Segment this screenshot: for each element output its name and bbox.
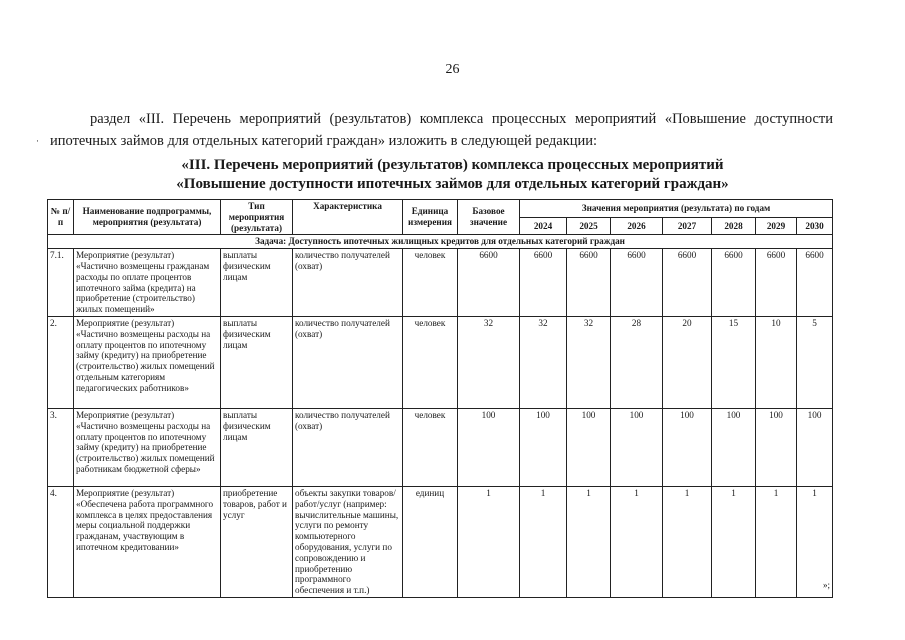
activities-table (47, 199, 833, 598)
intro-paragraph: раздел «III. Перечень мероприятий (результатов) комплекса процессных мероприятий «Повышение доступности ипотечных займов для отдельных категорий граждан» изложить в следующей редакции: (50, 111, 833, 149)
row-value: 100 (756, 408, 797, 486)
section-title (0, 156, 905, 194)
row-value: 32 (567, 316, 611, 408)
row-value: 1 (663, 486, 712, 597)
row-value: 1 (611, 486, 663, 597)
row-value: 1 (797, 486, 833, 597)
row-name: Мероприятие (результат) «Частично возмещены расходы на оплату процентов по ипотечному займу (кредиту) на приобретение (строительство) жилых помещений отдельным категориям педагогических работников» (74, 316, 221, 408)
section-title-line-2: «Повышение доступности ипотечных займов для отдельных категорий граждан» (176, 176, 729, 192)
header-years-group: Значения мероприятия (результата) по годам (520, 200, 833, 218)
row-name: Мероприятие (результат) «Частично возмещены гражданам расходы по оплате процентов ипотечного займа (кредита) на приобретение (строительство) жилых помещений» (74, 249, 221, 317)
row-value: 6600 (567, 249, 611, 317)
row-value: 100 (712, 408, 756, 486)
row-unit: человек (403, 316, 458, 408)
header-year: 2026 (611, 217, 663, 235)
row-name: Мероприятие (результат) «Обеспечена работа программного комплекса в целях предоставления меры социальной поддержки гражданам, участвующим в ипотечном кредитовании» (74, 486, 221, 597)
row-type: выплаты физическим лицам (221, 249, 293, 317)
row-value: 100 (663, 408, 712, 486)
closing-quote-mark: »; (823, 580, 831, 590)
row-value: 6600 (611, 249, 663, 317)
row-value: 5 (797, 316, 833, 408)
header-year: 2028 (712, 217, 756, 235)
header-base: Базовое значение (458, 200, 520, 235)
row-value: 100 (797, 408, 833, 486)
row-value: 100 (567, 408, 611, 486)
header-num: № п/п (48, 200, 74, 235)
row-num: 7.1. (48, 249, 74, 317)
row-num: 4. (48, 486, 74, 597)
header-year: 2030 (797, 217, 833, 235)
row-base: 32 (458, 316, 520, 408)
header-year: 2025 (567, 217, 611, 235)
task-row (48, 235, 833, 249)
row-characteristic: количество получателей (охват) (293, 316, 403, 408)
row-value: 32 (520, 316, 567, 408)
row-value: 15 (712, 316, 756, 408)
row-unit: человек (403, 249, 458, 317)
row-value: 10 (756, 316, 797, 408)
table-row (48, 486, 833, 597)
task-cell: Задача: Доступность ипотечных жилищных кредитов для отдельных категорий граждан (48, 235, 833, 249)
table-row (48, 316, 833, 408)
table-header-row (48, 200, 833, 218)
page-number: 26 (445, 62, 460, 77)
row-unit: человек (403, 408, 458, 486)
header-year: 2024 (520, 217, 567, 235)
row-characteristic: количество получателей (охват) (293, 249, 403, 317)
row-value: 6600 (663, 249, 712, 317)
header-year: 2027 (663, 217, 712, 235)
header-unit: Единица измерения (403, 200, 458, 235)
row-num: 3. (48, 408, 74, 486)
row-type: выплаты физическим лицам (221, 408, 293, 486)
row-base: 100 (458, 408, 520, 486)
row-value: 100 (520, 408, 567, 486)
row-unit: единиц (403, 486, 458, 597)
header-type: Тип мероприятия (результата) (221, 200, 293, 235)
row-type: приобретение товаров, работ и услуг (221, 486, 293, 597)
table-row (48, 249, 833, 317)
row-characteristic: объекты закупки товаров/работ/услуг (например: вычислительные машины, услуги по ремонту компьютерного оборудования, услуги по сопровождению и приобретению программного обеспечения и т.п.) (293, 486, 403, 597)
row-value: 1 (756, 486, 797, 597)
row-characteristic: количество получателей (охват) (293, 408, 403, 486)
row-base: 1 (458, 486, 520, 597)
row-value: 100 (611, 408, 663, 486)
row-value: 28 (611, 316, 663, 408)
header-year: 2029 (756, 217, 797, 235)
table-row (48, 408, 833, 486)
header-characteristic: Характеристика (293, 200, 403, 235)
row-value: 6600 (797, 249, 833, 317)
row-type: выплаты физическим лицам (221, 316, 293, 408)
row-value: 6600 (520, 249, 567, 317)
row-value: 1 (712, 486, 756, 597)
stray-mark: · (36, 136, 39, 146)
row-value: 20 (663, 316, 712, 408)
header-name: Наименование подпрограммы, мероприятия (результата) (74, 200, 221, 235)
row-value: 6600 (756, 249, 797, 317)
row-value: 1 (567, 486, 611, 597)
row-value: 6600 (712, 249, 756, 317)
row-value: 1 (520, 486, 567, 597)
row-name: Мероприятие (результат) «Частично возмещены расходы на оплату процентов по ипотечному займу (кредиту) на приобретение (строительство) жилых помещений работникам бюджетной сферы» (74, 408, 221, 486)
section-title-line-1: «III. Перечень мероприятий (результатов) комплекса процессных мероприятий (181, 157, 724, 173)
row-base: 6600 (458, 249, 520, 317)
row-num: 2. (48, 316, 74, 408)
